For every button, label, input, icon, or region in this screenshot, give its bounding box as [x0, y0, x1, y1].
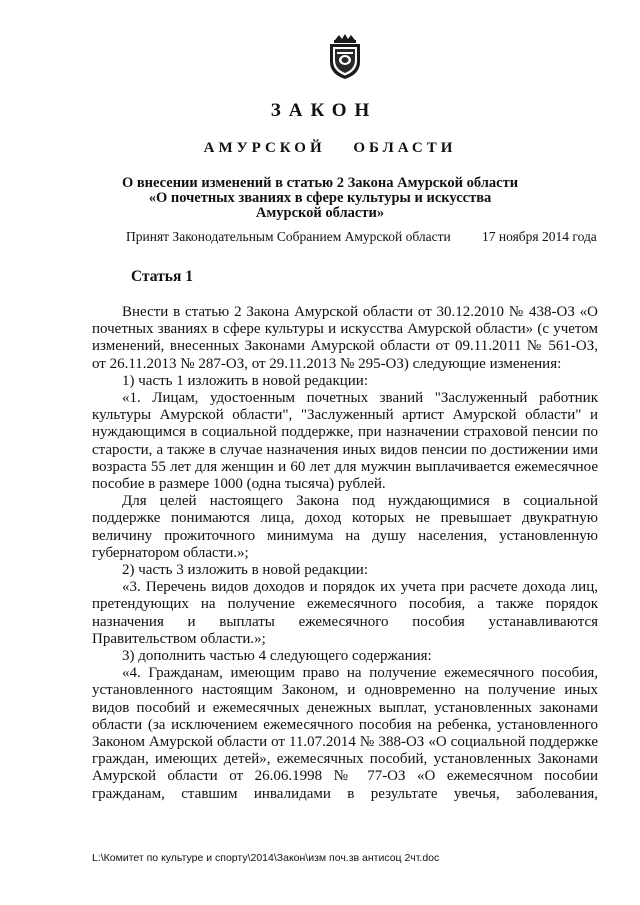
subject-line-2: «О почетных званиях в сфере культуры и искусства	[148, 190, 492, 206]
paragraph-part-3-text: «3. Перечень видов доходов и порядок их учета при расчете дохода лиц, претендующих на получение ежемесячного пособия, а также порядок назначения и выплаты ежемесячного пособия устанавливаются Правительством области.»;	[92, 579, 598, 647]
adoption-date: 17 ноября 2014 года	[482, 229, 597, 244]
article-heading: Статья 1	[131, 268, 193, 285]
footer-file-path: L:\Комитет по культуре и спорту\2014\Закон\изм поч.зв антисоц 2чт.doc	[92, 852, 440, 864]
subject-line-1: О внесении изменений в статью 2 Закона Амурской области	[121, 175, 519, 191]
paragraph-item-3: 3) дополнить частью 4 следующего содержания:	[122, 648, 432, 665]
paragraph-part-4-text: «4. Гражданам, имеющим право на получение ежемесячного пособия, установленного настоящим Законом, и одновременно на получение иных видов пособий и ежемесячных денежных выплат, установленных законами области (за исключением ежемесячного пособия на ребенка, установленного Законом Амурской области от 11.07.2014 № 388-ОЗ «О социальной поддержке граждан, имеющих детей», ежемесячных пособий, установленных Законами Амурской области от 26.06.1998 № 77-ОЗ «О ежемесячном пособии гражданам, ставшим инвалидами в результате увечья, заболевания,	[92, 665, 598, 802]
law-title: ЗАКОН	[270, 100, 378, 121]
subject-line-3: Амурской области»	[255, 205, 385, 221]
amur-coat-of-arms-icon	[326, 32, 364, 80]
paragraph-item-2: 2) часть 3 изложить в новой редакции:	[122, 562, 369, 579]
law-subject	[100, 176, 540, 221]
region-word-1: АМУРСКОЙ	[203, 140, 326, 156]
paragraph-part-1-text: «1. Лицам, удостоенным почетных званий "Заслуженный работник культуры Амурской области", "Заслуженный артист Амурской области" и нуждающимся в социальной поддержке, при назначении страховой пенсии по старости, а также в случае назначения иных видов пенсии по достижении ими возраста 55 лет для женщин и 60 лет для мужчин выплачивается ежемесячное пособие в размере 1000 (одна тысяча) рублей.	[92, 390, 598, 493]
region-title	[0, 140, 640, 157]
paragraph-part-1-definition: Для целей настоящего Закона под нуждающимися в социальной поддержке понимаются лица, доход которых не превышает двукратную величину прожиточного минимума на душу населения, установленную губернатором области.»;	[92, 493, 598, 561]
paragraph-item-1: 1) часть 1 изложить в новой редакции:	[122, 372, 369, 389]
adoption-statement: Принят Законодательным Собранием Амурской области	[126, 229, 451, 244]
paragraph-intro: Внести в статью 2 Закона Амурской области от 30.12.2010 № 438-ОЗ «О почетных званиях в сфере культуры и искусства Амурской области» (с учетом изменений, внесенных Законами Амурской области от 09.11.2011 № 561-ОЗ, от 26.11.2013 № 287-ОЗ, от 29.11.2013 № 295-ОЗ) следующие изменения:	[92, 304, 598, 372]
article-body	[92, 304, 598, 803]
region-word-2: ОБЛАСТИ	[353, 140, 457, 156]
